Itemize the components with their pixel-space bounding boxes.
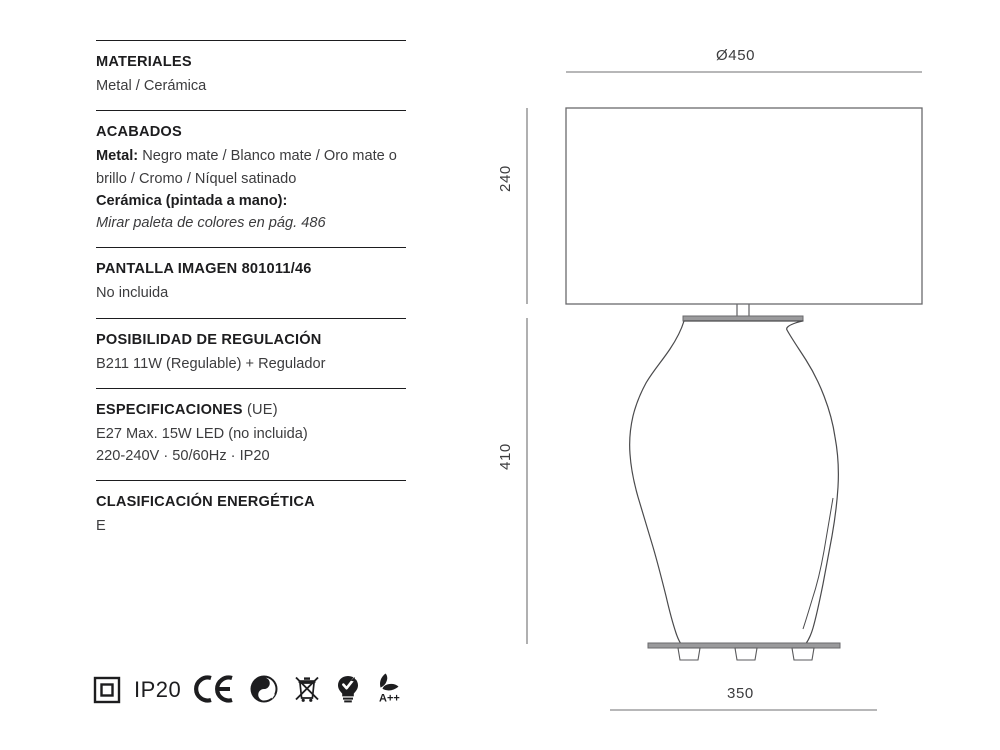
section-heading-pantalla: PANTALLA IMAGEN 801011/46	[96, 261, 312, 278]
section-heading-materiales: MATERIALES	[96, 54, 192, 70]
dimension-label-base-height: 410	[497, 443, 514, 470]
lamp-shade-outline	[566, 108, 922, 304]
vase-top-rim	[683, 316, 803, 321]
pantalla-value: No incluida	[96, 285, 169, 302]
vase-foot-center	[735, 648, 757, 660]
clasificacion-value: E	[96, 518, 106, 535]
section-heading-regulacion: POSIBILIDAD DE REGULACIÓN	[96, 331, 322, 348]
materiales-value: Metal / Cerámica	[96, 78, 207, 95]
ip-rating-label: IP20	[134, 677, 182, 702]
lamp-stem	[737, 304, 749, 316]
acabados-metal-label: Metal:	[96, 148, 139, 165]
acabados-ceramica-value: Mirar paleta de colores en pág. 486	[96, 215, 326, 231]
especificaciones-heading-main: ESPECIFICACIONES	[96, 401, 243, 418]
section-heading-clasificacion: CLASIFICACIÓN ENERGÉTICA	[96, 494, 315, 511]
dimension-label-base-diameter: 350	[727, 685, 754, 702]
vase-foot-right	[792, 648, 814, 660]
energy-class-label: A++	[379, 692, 401, 704]
vase-foot-left	[678, 648, 700, 660]
vase-feet	[678, 648, 814, 660]
dimension-label-shade-diameter: Ø450	[716, 47, 756, 64]
acabados-metal-value: Negro mate / Blanco mate / Oro mate o brillo / Cromo / Níquel satinado	[96, 148, 397, 187]
especificaciones-line-1: E27 Max. 15W LED (no incluida)	[96, 425, 308, 442]
section-heading-acabados: ACABADOS	[96, 124, 182, 141]
dimension-label-shade-height: 240	[497, 165, 514, 192]
especificaciones-line-2: 220-240V · 50/60Hz · IP20	[96, 448, 270, 465]
ceramic-vase-body	[630, 321, 839, 645]
vase-base-plate	[648, 643, 840, 648]
regulacion-value: B211 11W (Regulable) + Regulador	[96, 355, 326, 372]
especificaciones-heading-suffix: (UE)	[242, 401, 278, 418]
acabados-ceramica-label: Cerámica (pintada a mano):	[96, 192, 288, 209]
